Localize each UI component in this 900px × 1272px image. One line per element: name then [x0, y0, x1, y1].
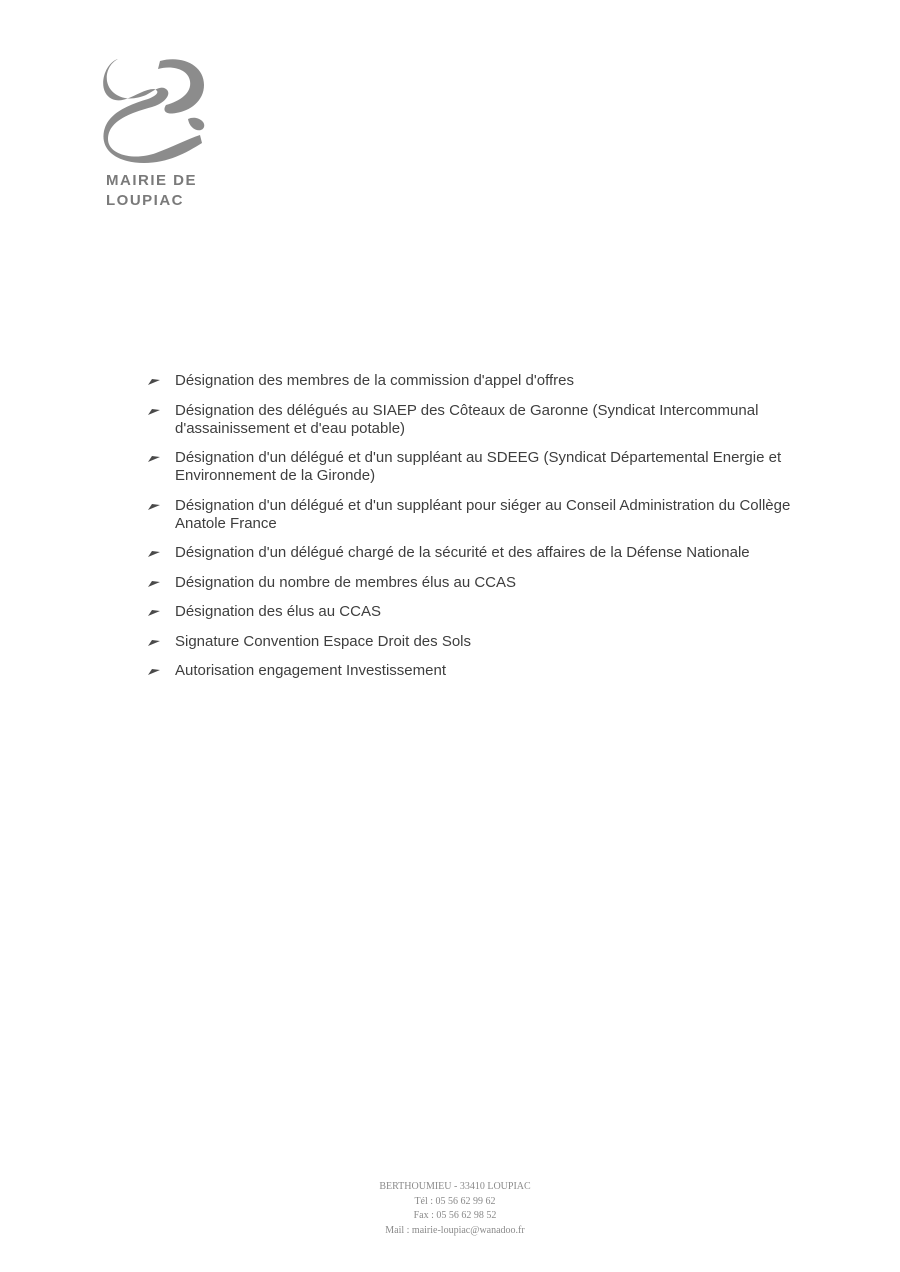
agenda-item-text: Désignation des délégués au SIAEP des Côteaux de Garonne (Syndicat Intercommunal d'assainissement et d'eau potable): [175, 401, 759, 437]
agenda-item-text: Désignation du nombre de membres élus au CCAS: [175, 573, 517, 591]
agenda-item-text: Signature Convention Espace Droit des Sols: [175, 632, 472, 650]
agenda-item-text: Désignation des membres de la commission d'appel d'offres: [175, 372, 574, 389]
arrowhead-bullet-icon: [148, 578, 160, 588]
list-item: [148, 449, 828, 485]
arrowhead-bullet-icon: [148, 666, 160, 676]
footer-mail: Mail : mairie-loupiac@wanadoo.fr: [385, 1224, 525, 1236]
list-item: [148, 574, 828, 592]
list-item: [148, 497, 828, 533]
letterhead-line2: LOUPIAC: [106, 192, 184, 209]
list-item: [148, 372, 828, 390]
agenda-list: [148, 372, 828, 692]
list-item: [148, 544, 828, 562]
agenda-item-text: Désignation des élus au CCAS: [175, 603, 381, 620]
footer-phone: Tél : 05 56 62 99 62: [414, 1195, 496, 1207]
arrowhead-bullet-icon: [148, 501, 160, 511]
agenda-item-text: Désignation d'un délégué et d'un suppléant au SDEEG (Syndicat Départemental Energie et Environnement de la Gironde): [175, 449, 782, 484]
list-item: [148, 603, 828, 621]
agenda-item-text: Désignation d'un délégué et d'un suppléant pour siéger au Conseil Administration du Collège Anatole France: [175, 496, 791, 532]
loupiac-monogram-icon: [100, 55, 210, 163]
footer-address: BERTHOUMIEU - 33410 LOUPIAC: [379, 1181, 531, 1192]
arrowhead-bullet-icon: [148, 453, 160, 463]
agenda-item-text: Autorisation engagement Investissement: [175, 662, 446, 679]
arrowhead-bullet-icon: [148, 607, 160, 617]
agenda-item-text: Désignation d'un délégué chargé de la sécurité et des affaires de la Défense Nationale: [175, 544, 750, 561]
arrowhead-bullet-icon: [148, 406, 160, 416]
list-item: [148, 402, 828, 438]
arrowhead-bullet-icon: [148, 548, 160, 558]
letterhead: [100, 55, 220, 211]
arrowhead-bullet-icon: [148, 376, 160, 386]
footer-contact: [0, 1180, 900, 1238]
footer-fax: Fax : 05 56 62 98 52: [413, 1210, 497, 1221]
list-item: [148, 662, 828, 680]
letterhead-line1: MAIRIE DE: [106, 172, 198, 189]
arrowhead-bullet-icon: [148, 637, 160, 647]
list-item: [148, 633, 828, 651]
